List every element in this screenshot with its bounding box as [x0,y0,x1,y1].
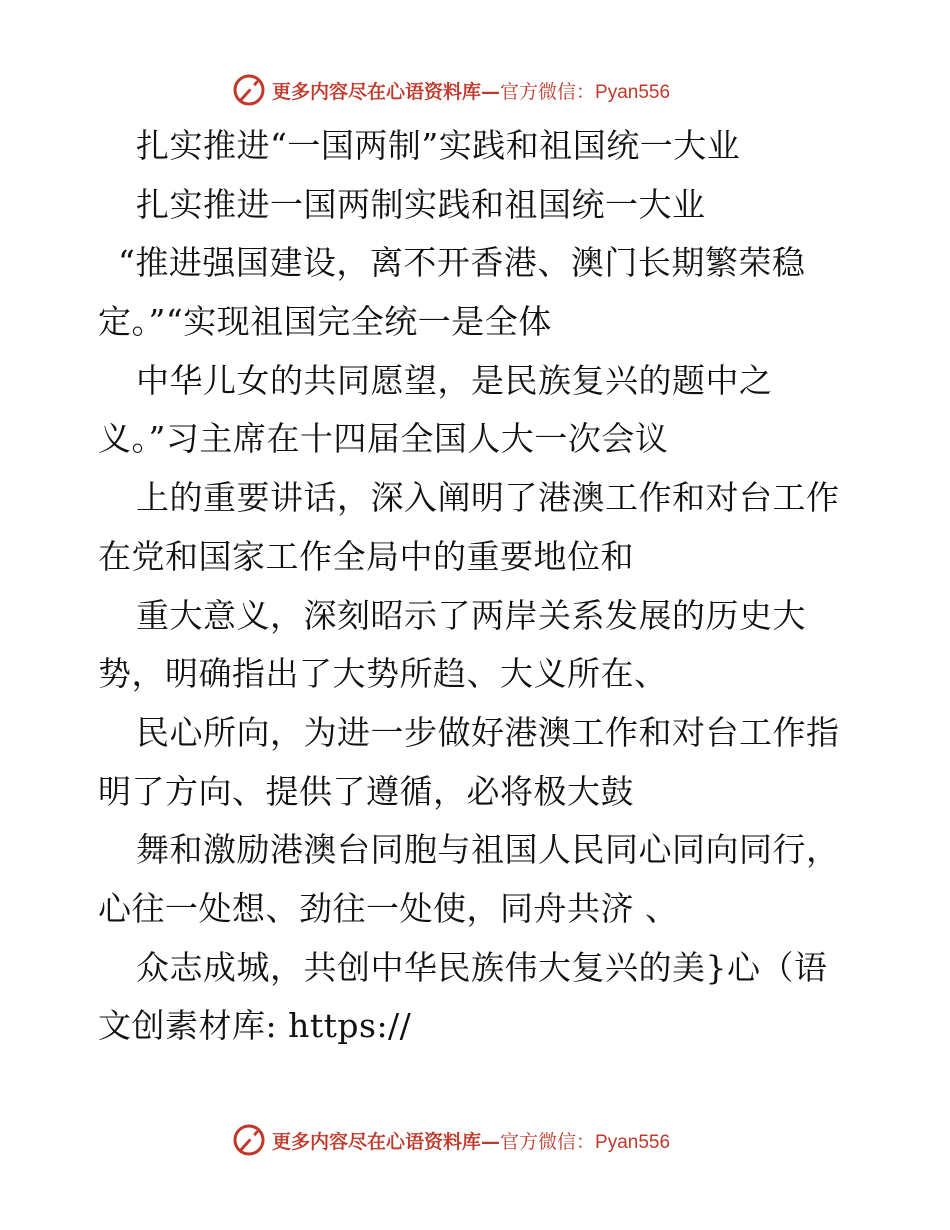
body-line-1: 扎实推进“一国两制”实践和祖国统一大业 [136,126,741,165]
header-brand-text [272,77,670,104]
body-line-7: 上的重要讲话，深入阐明了港澳工作和对台工作 [136,478,840,518]
header-brand-name: 更多内容尽在心语资料库— [272,80,501,103]
body-line-9: 重大意义，深刻昭示了两岸关系发展的历史大 [136,595,806,635]
header-wechat-text: 官方微信：Pyan556 [500,81,671,103]
page-footer-banner [232,1120,732,1160]
page-header-banner [232,70,732,110]
body-line-12: 明了方向、提供了遵循，必将极大鼓 [98,771,634,811]
footer-wechat-text: 官方微信：Pyan556 [500,1131,671,1153]
body-line-10: 势，明确指出了大势所趋、大义所在、 [98,654,668,694]
body-line-13: 舞和激励港澳台同胞与祖国人民同心同向同行， [136,830,840,870]
quill-logo-icon [232,73,266,107]
body-line-11: 民心所向，为进一步做好港澳工作和对台工作指 [136,712,840,752]
document-body [98,124,858,1063]
body-line-3: “推进强国建设，离不开香港、澳门长期繁荣稳 [118,243,806,283]
body-line-15: 众志成城，共创中华民族伟大复兴的美}心（语 [136,947,828,987]
body-line-5: 中华儿女的共同愿望，是民族复兴的题中之 [136,360,773,400]
body-line-2: 扎实推进一国两制实践和祖国统一大业 [136,184,706,224]
footer-brand-name: 更多内容尽在心语资料库— [272,1130,501,1153]
body-line-4: 定。”“实现祖国完全统一是全体 [98,302,552,342]
body-line-16: 文创素材库: https:// [98,1006,412,1046]
body-line-8: 在党和国家工作全局中的重要地位和 [98,536,634,576]
footer-brand-text [272,1127,670,1154]
body-line-6: 义。”习主席在十四届全国人大一次会议 [98,419,669,459]
quill-logo-icon [232,1123,266,1157]
body-line-14: 心往一处想、劲往一处使，同舟共济 、 [98,888,679,928]
